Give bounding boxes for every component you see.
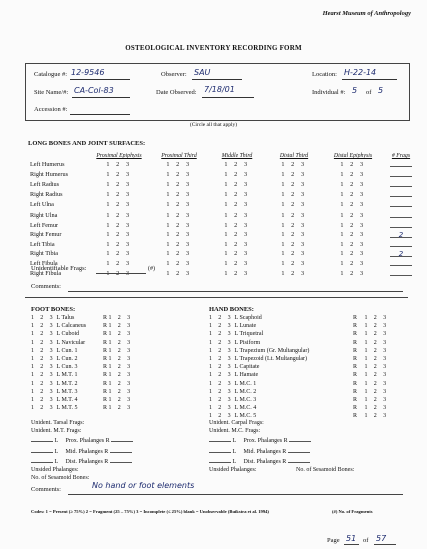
score-options[interactable]: 1 2 3 [281, 211, 307, 219]
frag-count[interactable] [384, 269, 418, 279]
long-bone-name: Right Fibula [30, 270, 62, 278]
col-middle-third: Middle Third [221, 153, 253, 159]
frag-count[interactable] [384, 231, 418, 240]
hand-bone-row: 1 2 3 L M.C. 5 R 1 2 3 [209, 413, 389, 420]
museum-name: Hearst Museum of Anthropology [322, 10, 411, 17]
foot-bones-heading: FOOT BONES: [31, 306, 76, 313]
long-bone-name: Right Femur [30, 231, 62, 239]
hand-bone-row: 1 2 3 L M.C. 3 R 1 2 3 [209, 397, 389, 404]
page-underline [344, 544, 359, 545]
score-options[interactable]: 1 2 3 [106, 240, 132, 248]
score-options[interactable]: 1 2 3 [106, 191, 132, 199]
score-options[interactable]: 1 2 3 [166, 181, 192, 189]
score-options[interactable]: 1 2 3 [166, 171, 192, 179]
score-options[interactable]: 1 2 3 [340, 161, 366, 169]
frag-count[interactable] [384, 200, 418, 210]
hand-bone-name: Scaphoid [239, 315, 262, 321]
unidentifiable-label: Unidentifiable Frags: [31, 265, 87, 272]
hand-bone-name: Triquetral [239, 331, 264, 338]
score-options[interactable]: 1 2 3 [340, 201, 366, 209]
observer-underline [192, 79, 242, 80]
score-options[interactable]: 1 2 3 [281, 250, 307, 258]
long-bone-name: Right Ulna [30, 211, 58, 219]
score-options[interactable]: 1 2 3 [340, 221, 366, 229]
foot-bone-row: 1 2 3 L Cun. 1 R 1 2 3 [31, 347, 133, 354]
foot-bone-name: Talus [61, 315, 75, 321]
catalogue-underline [70, 79, 130, 80]
frag-count[interactable] [384, 211, 418, 221]
foot-unsided: Unsided Phalanges: [31, 467, 79, 474]
foot-bone-name: M.T. 1 [61, 372, 78, 379]
long-bone-name: Left Radius [30, 181, 60, 189]
frag-count-value: 2 [390, 250, 412, 257]
score-options[interactable]: 1 2 3 [166, 240, 192, 248]
score-options[interactable]: 1 2 3 [224, 270, 250, 278]
score-options[interactable]: 1 2 3 [106, 260, 132, 268]
hand-prox-row: L Prox. Phalanges R [209, 435, 354, 445]
frag-count-value: 2 [390, 231, 412, 238]
comments-line [68, 494, 403, 495]
info-box [25, 63, 410, 121]
score-options[interactable]: 1 2 3 [340, 211, 366, 219]
foot-bone-row: 1 2 3 L M.T. 2 R 1 2 3 [31, 380, 133, 387]
foot-bone-name: Navicular [61, 339, 86, 346]
hand-bone-name: Pisiform [239, 339, 261, 346]
score-options[interactable]: 1 2 3 [224, 161, 250, 169]
frag-count[interactable] [384, 160, 418, 170]
long-bone-name: Right Radius [30, 191, 63, 199]
hand-bone-name: Hamate [239, 372, 259, 379]
hand-dist-row: L Dist. Phalanges R [209, 456, 354, 466]
hand-mid-row: L Mid. Phalanges R [209, 446, 354, 456]
individual-total: 5 [378, 86, 384, 95]
long-bone-row [30, 160, 418, 170]
long-bone-name: Right Tibia [30, 250, 59, 258]
score-options[interactable]: 1 2 3 [106, 250, 132, 258]
col-proximal-epiphysis: Proximal Epiphysis [96, 153, 142, 159]
frag-count-value [390, 190, 412, 197]
location-value: H-22-14 [344, 68, 377, 77]
score-options[interactable]: 1 2 3 [224, 231, 250, 239]
foot-bone-row: 1 2 3 L Calcaneus R 1 2 3 [31, 323, 133, 330]
foot-prox-row: L Prox. Phalanges R [31, 435, 133, 445]
score-options[interactable]: 1 2 3 [340, 260, 366, 268]
score-options[interactable]: 1 2 3 [166, 201, 192, 209]
score-options[interactable]: 1 2 3 [166, 191, 192, 199]
foot-mid-row: L Mid. Phalanges R [31, 446, 133, 456]
score-options[interactable]: 1 2 3 [281, 221, 307, 229]
long-bone-name: Right Humerus [30, 171, 68, 179]
hand-bone-name: M.C. 4 [239, 405, 257, 412]
form-title: OSTEOLOGICAL INVENTORY RECORDING FORM [125, 44, 302, 52]
page-value: 51 [346, 534, 357, 543]
score-options[interactable]: 1 2 3 [166, 221, 192, 229]
long-bone-name: Left Humerus [30, 161, 65, 169]
score-options[interactable]: 1 2 3 [106, 221, 132, 229]
section-divider [25, 297, 408, 298]
long-bone-name: Left Fibula [30, 260, 58, 268]
hand-bone-row: 1 2 3 L Trapezium (Gr. Multangular) R 1 2 3 [209, 347, 389, 354]
hand-bone-name: Capitate [239, 364, 260, 371]
col-proximal-third: Proximal Third [161, 153, 197, 159]
score-options[interactable]: 1 2 3 [281, 171, 307, 179]
score-options[interactable]: 1 2 3 [281, 161, 307, 169]
accession-label: Accession #: [34, 106, 68, 113]
score-options[interactable]: 1 2 3 [340, 240, 366, 248]
date-underline [202, 97, 254, 98]
frag-count-value [390, 221, 412, 228]
long-bone-name: Left Femur [30, 221, 59, 229]
foot-bone-name: M.T. 2 [61, 380, 78, 387]
frag-count[interactable] [384, 250, 418, 259]
hand-unsided: Unsided Phalanges: No. of Sesamoid Bones: [209, 467, 355, 474]
foot-bone-row: 1 2 3 L M.T. 3 R 1 2 3 [31, 388, 133, 395]
foot-bone-name: M.T. 5 [61, 405, 78, 412]
location-label: Location: [312, 71, 337, 78]
long-bone-row [30, 269, 418, 279]
long-bones-comments-label: Comments: [31, 283, 61, 290]
frag-count-value [390, 200, 412, 207]
hand-bone-row: 1 2 3 L Scaphoid R 1 2 3 [209, 315, 389, 321]
date-label: Date Observed: [156, 89, 197, 96]
score-options[interactable]: 1 2 3 [166, 250, 192, 258]
long-bone-row [30, 211, 418, 221]
hand-bones-list [209, 314, 388, 421]
foot-bone-row: 1 2 3 L M.T. 4 R 1 2 3 [31, 397, 133, 404]
hand-bone-name: Lunate [239, 323, 257, 330]
hand-bone-row: 1 2 3 L Trapezoid (Lt. Multangular) R 1 2 3 [209, 356, 389, 363]
frag-count[interactable] [384, 170, 418, 180]
unident-carpal: Unident. Carpal Frags: [209, 420, 264, 426]
long-bone-row [30, 200, 418, 210]
score-options[interactable]: 1 2 3 [106, 171, 132, 179]
long-bone-row [30, 221, 418, 231]
score-options[interactable]: 1 2 3 [106, 181, 132, 189]
page-of: of [363, 537, 369, 544]
unident-tarsal: Unident. Tarsal Frags: [31, 420, 85, 426]
foot-bone-name: Cun. 1 [61, 347, 78, 354]
score-options[interactable]: 1 2 3 [166, 231, 192, 239]
long-bone-row [30, 231, 418, 240]
score-options[interactable]: 1 2 3 [340, 191, 366, 199]
score-options[interactable]: 1 2 3 [224, 211, 250, 219]
foot-bone-row: 1 2 3 L Cun. 3 R 1 2 3 [31, 364, 133, 371]
score-options[interactable]: 1 2 3 [106, 161, 132, 169]
foot-bone-row: 1 2 3 L Cun. 2 R 1 2 3 [31, 356, 133, 363]
long-bones-table [30, 152, 418, 279]
unident-mc: Unident. M.C. Frags: [209, 428, 261, 435]
score-options[interactable]: 1 2 3 [224, 240, 250, 248]
score-options[interactable]: 1 2 3 [224, 181, 250, 189]
score-options[interactable]: 1 2 3 [281, 270, 307, 278]
hand-bone-row: 1 2 3 L M.C. 1 R 1 2 3 [209, 380, 389, 387]
score-options[interactable]: 1 2 3 [281, 191, 307, 199]
score-options[interactable]: 1 2 3 [340, 231, 366, 239]
score-options[interactable]: 1 2 3 [340, 250, 366, 258]
score-options[interactable]: 1 2 3 [281, 240, 307, 248]
circle-note: (Circle all that apply) [189, 122, 238, 128]
comments-label: Comments: [31, 486, 61, 493]
foot-bone-row: 1 2 3 L Cuboid R 1 2 3 [31, 331, 133, 338]
score-options[interactable]: 1 2 3 [224, 201, 250, 209]
score-options[interactable]: 1 2 3 [224, 171, 250, 179]
long-bone-row [30, 170, 418, 180]
catalogue-label: Catalogue #: [34, 71, 68, 78]
date-value: 7/18/01 [204, 85, 235, 94]
hand-bone-row: 1 2 3 L M.C. 2 R 1 2 3 [209, 388, 389, 395]
frag-count[interactable] [384, 259, 418, 269]
foot-dist-row: L Dist. Phalanges R [31, 456, 133, 466]
foot-bone-name: M.T. 4 [61, 397, 78, 404]
page-label: Page [327, 537, 340, 544]
frag-count[interactable] [384, 221, 418, 231]
frag-count-value [390, 160, 412, 167]
hand-bone-row: 1 2 3 L Capitate R 1 2 3 [209, 364, 389, 371]
hand-bone-row: 1 2 3 L Hamate R 1 2 3 [209, 372, 389, 379]
hand-bone-name: Trapezoid (Lt. Multangular) [239, 356, 308, 363]
score-options[interactable]: 1 2 3 [340, 270, 366, 278]
frag-count[interactable] [384, 190, 418, 200]
hand-bone-name: M.C. 3 [239, 397, 257, 404]
foot-bones-list [31, 314, 132, 412]
score-options[interactable]: 1 2 3 [106, 270, 132, 278]
foot-bone-name: Cun. 3 [61, 364, 78, 371]
hand-bone-name: Trapezium (Gr. Multangular) [239, 347, 310, 354]
long-bone-row [30, 250, 418, 259]
foot-bone-row: 1 2 3 L M.T. 5 R 1 2 3 [31, 405, 133, 412]
long-bone-row [30, 190, 418, 200]
accession-underline [70, 114, 130, 115]
frag-count-value [390, 259, 412, 266]
frag-count[interactable] [384, 180, 418, 190]
foot-bone-name: Calcaneus [61, 323, 87, 330]
score-options[interactable]: 1 2 3 [340, 171, 366, 179]
score-options[interactable]: 1 2 3 [166, 260, 192, 268]
score-options[interactable]: 1 2 3 [166, 161, 192, 169]
col-distal-third: Distal Third [279, 153, 309, 159]
individual-label: Individual #: [312, 89, 346, 96]
frag-count-value [390, 240, 412, 247]
page-total: 57 [376, 534, 387, 543]
score-options[interactable]: 1 2 3 [106, 211, 132, 219]
col-distal-epiphysis: Distal Epiphysis [333, 153, 373, 159]
foot-bone-name: M.T. 3 [61, 388, 78, 395]
long-bone-name: Left Tibia [30, 240, 55, 248]
score-options[interactable]: 1 2 3 [340, 181, 366, 189]
score-options[interactable]: 1 2 3 [166, 211, 192, 219]
score-options[interactable]: 1 2 3 [281, 181, 307, 189]
frag-note: (#) No. of Fragments [332, 509, 373, 514]
col-frags: # Frags [391, 153, 411, 159]
comments-value: No hand or foot elements [92, 481, 195, 490]
score-options[interactable]: 1 2 3 [224, 221, 250, 229]
frag-count-value [390, 211, 412, 218]
long-bone-row [30, 180, 418, 190]
long-bones-comments-line [68, 291, 403, 292]
observer-value: SAU [194, 68, 211, 77]
foot-bone-name: Cun. 2 [61, 356, 78, 363]
frag-count[interactable] [384, 240, 418, 250]
foot-sesamoid: No. of Sesamoid Bones: [31, 475, 90, 482]
hand-bone-name: M.C. 5 [239, 413, 257, 420]
long-bone-row [30, 240, 418, 250]
score-options[interactable]: 1 2 3 [106, 231, 132, 239]
location-underline [342, 79, 397, 80]
hand-unident-block [209, 419, 354, 474]
codes-legend: Codes: 1 = Present (≥ 75%) 2 = Fragment (25 – 75%) 3 = Incomplete (≤ 25%) blank = Unobservable (Buikstra et al. 1994) [31, 509, 269, 514]
long-bones-heading: LONG BONES AND JOINT SURFACES: [28, 140, 146, 147]
individual-value: 5 [352, 86, 358, 95]
frag-count-value [390, 269, 412, 276]
site-label: Site Name/#: [34, 89, 69, 96]
foot-unident-block [31, 419, 133, 482]
foot-bone-row: 1 2 3 L M.T. 1 R 1 2 3 [31, 372, 133, 379]
hand-bone-row: 1 2 3 L Lunate R 1 2 3 [209, 323, 389, 330]
hand-bone-row: 1 2 3 L M.C. 4 R 1 2 3 [209, 405, 389, 412]
score-options[interactable]: 1 2 3 [106, 201, 132, 209]
foot-bone-row: 1 2 3 L Navicular R 1 2 3 [31, 339, 133, 346]
score-options[interactable]: 1 2 3 [281, 260, 307, 268]
unidentifiable-hash: (#) [148, 266, 155, 272]
hand-bone-name: M.C. 1 [239, 380, 257, 387]
observer-label: Observer: [161, 71, 187, 78]
unidentifiable-line [96, 273, 146, 274]
individual-of: of [366, 89, 372, 96]
hand-bone-row: 1 2 3 L Pisiform R 1 2 3 [209, 339, 389, 346]
hand-bone-name: M.C. 2 [239, 388, 257, 395]
score-options[interactable]: 1 2 3 [281, 231, 307, 239]
score-options[interactable]: 1 2 3 [166, 270, 192, 278]
score-options[interactable]: 1 2 3 [224, 191, 250, 199]
long-bone-name: Left Ulna [30, 201, 54, 209]
score-options[interactable]: 1 2 3 [224, 260, 250, 268]
page-total-underline [374, 544, 396, 545]
score-options[interactable]: 1 2 3 [224, 250, 250, 258]
long-bone-row [30, 259, 418, 269]
unident-mt: Unident. M.T. Frags: [31, 428, 82, 435]
frag-count-value [390, 180, 412, 187]
catalogue-value: 12-9546 [71, 68, 105, 77]
site-underline [72, 97, 130, 98]
frag-count-value [390, 170, 412, 177]
hand-bone-row: 1 2 3 L Triquetral R 1 2 3 [209, 331, 389, 338]
score-options[interactable]: 1 2 3 [281, 201, 307, 209]
foot-bone-name: Cuboid [61, 331, 80, 338]
site-value: CA-Col-83 [74, 86, 114, 95]
hand-bones-heading: HAND BONES: [209, 306, 254, 313]
foot-bone-row: 1 2 3 L Talus R 1 2 3 [31, 315, 133, 321]
